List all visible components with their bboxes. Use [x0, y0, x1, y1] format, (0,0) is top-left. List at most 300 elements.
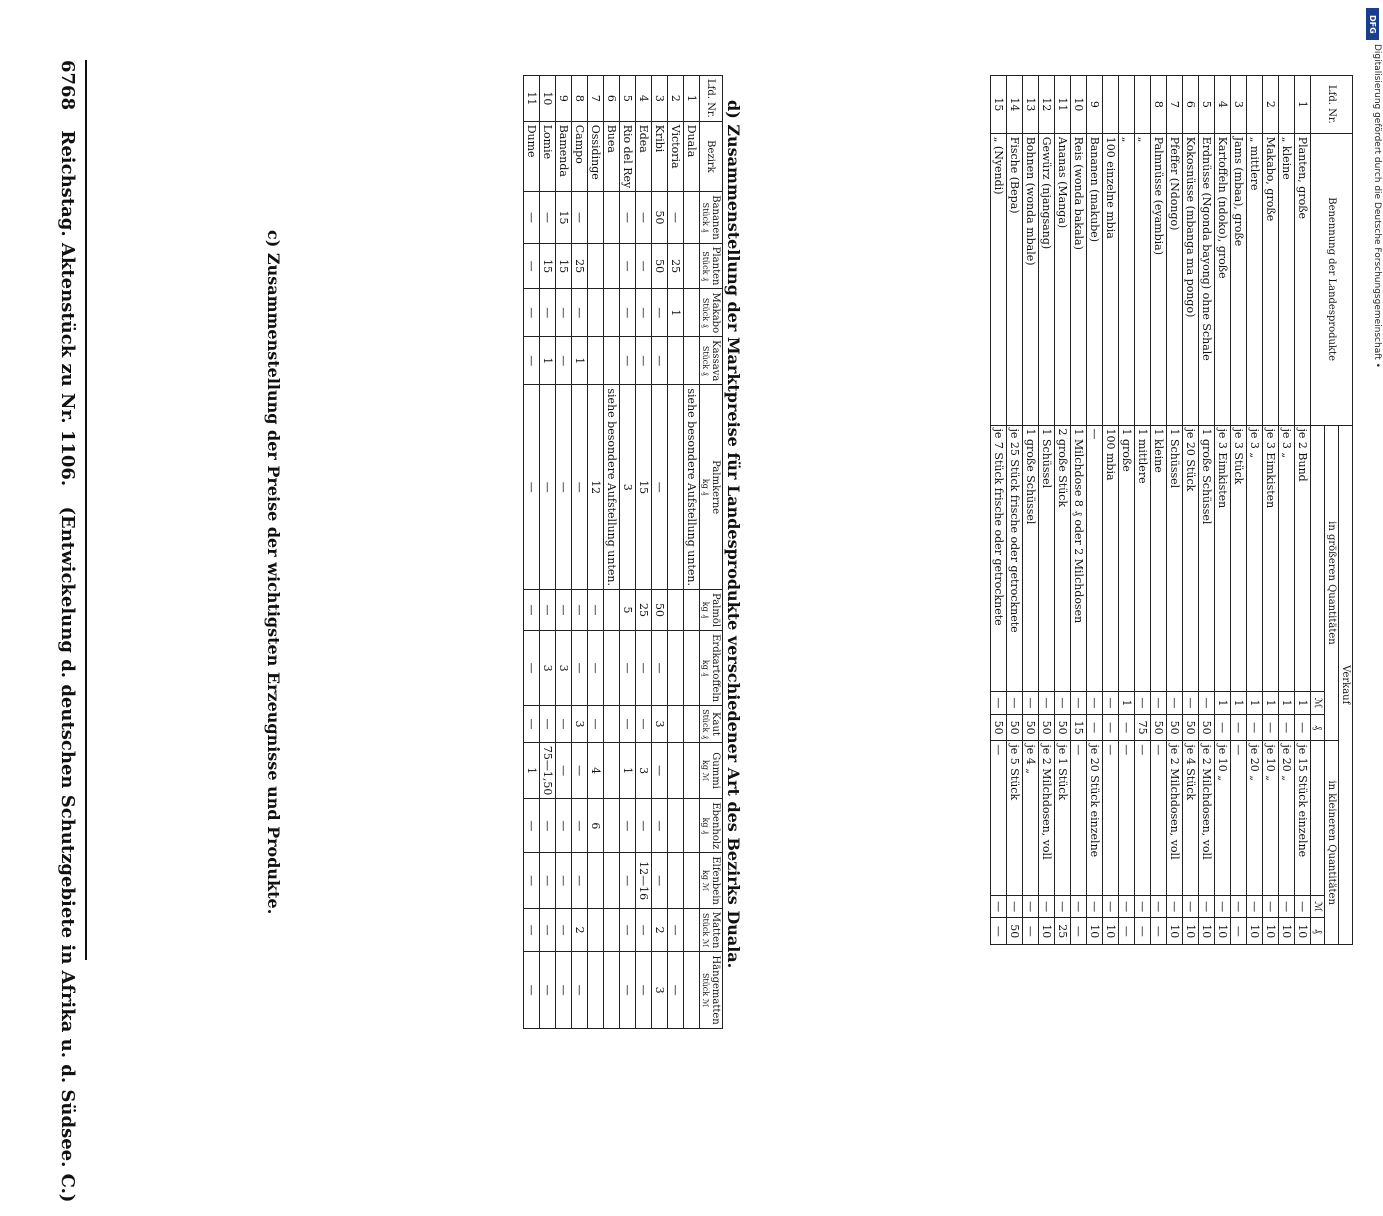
row-bezirk: Victoria [668, 121, 684, 192]
cell-g-qty: 100 mbia [1103, 425, 1119, 692]
cell-k-pf: — [1151, 918, 1167, 945]
table-cell: — [540, 589, 556, 630]
col-name: Palmkerne [710, 460, 721, 515]
cell-k-m: — [1039, 895, 1055, 918]
cell-g-pf: 50 [1151, 714, 1167, 741]
cell-g-qty: je 25 Stück frische oder getrocknete [1007, 425, 1023, 692]
table-cell: — [620, 337, 636, 385]
cell-name: Ananas (Manga) [1055, 133, 1071, 425]
cell-nr [1279, 76, 1295, 134]
table-cell: — [668, 952, 684, 1028]
cell-k-pf: 10 [1279, 918, 1295, 945]
table-cell [588, 289, 604, 337]
table-row [1263, 76, 1279, 945]
cell-k-qty: je 10 „ [1215, 741, 1231, 895]
table-cell [684, 799, 700, 853]
cell-k-qty: je 4 „ [1023, 741, 1039, 895]
col-verkauf: Verkauf [1339, 425, 1353, 945]
cell-k-pf: 10 [1215, 918, 1231, 945]
table-cell [588, 337, 604, 385]
table-row [1071, 76, 1087, 945]
row-number: 5 [620, 76, 636, 122]
row-bezirk: Bamenda [556, 121, 572, 192]
cell-g-m: — [991, 692, 1007, 715]
cell-name: Kokosnüsse (mbanga ma pongo) [1183, 133, 1199, 425]
table-cell: — [524, 631, 540, 706]
col-makabo [700, 289, 723, 337]
cell-nr: 9 [1087, 76, 1103, 134]
table-cell: 12 [588, 385, 604, 590]
table-cell: 6 [588, 799, 604, 853]
table-cell: — [636, 192, 652, 244]
col-lfd-nr-d: Lfd. Nr. [1311, 76, 1353, 134]
col-unit: kg ₰ [701, 817, 710, 835]
table-cell: — [556, 742, 572, 799]
col-unit: Stück ₰ [701, 345, 710, 376]
table-row [684, 76, 700, 1029]
table-row [1007, 76, 1023, 945]
row-bezirk: Duala [684, 121, 700, 192]
col-unit: kg ₰ [701, 659, 710, 677]
cell-g-qty: 1 große Schüssel [1199, 425, 1215, 692]
row-number: 4 [636, 76, 652, 122]
row-bezirk: Kribi [652, 121, 668, 192]
cell-k-qty: je 20 „ [1247, 741, 1263, 895]
table-cell [684, 952, 700, 1028]
table-cell [604, 799, 620, 853]
cell-name: 100 einzelne mbia [1103, 133, 1119, 425]
table-cell: — [652, 742, 668, 799]
dfg-logo-badge: DFG [1366, 8, 1379, 40]
cell-g-pf: — [1119, 714, 1135, 741]
row-number: 7 [588, 76, 604, 122]
table-row [1039, 76, 1055, 945]
cell-name: Erdnüsse (Ngonda bayong) ohne Schale [1199, 133, 1215, 425]
cell-k-qty: je 2 Milchdosen, voll [1039, 741, 1055, 895]
table-cell [668, 853, 684, 909]
cell-k-m: — [1183, 895, 1199, 918]
table-cell: — [540, 706, 556, 743]
cell-g-qty: 1 Schüssel [1039, 425, 1055, 692]
cell-k-pf: 50 [1007, 918, 1023, 945]
col-name: Kassava [710, 340, 721, 382]
table-cell: 1 [620, 742, 636, 799]
table-cell [604, 631, 620, 706]
cell-g-pf: 50 [1199, 714, 1215, 741]
table-cell: 3 [540, 631, 556, 706]
col-ebenholz [700, 799, 723, 853]
col-kassava [700, 337, 723, 385]
table-cell: — [652, 289, 668, 337]
table-row [540, 76, 556, 1029]
table-row [524, 76, 540, 1029]
table-row [1167, 76, 1183, 945]
table-cell: — [556, 337, 572, 385]
table-cell: 15 [540, 243, 556, 289]
col-name: Bananen [710, 195, 721, 240]
table-cell: — [636, 706, 652, 743]
table-cell [668, 742, 684, 799]
table-row [1135, 76, 1151, 945]
table-cell: 15 [556, 243, 572, 289]
cell-name: Planten, große [1295, 133, 1311, 425]
row-number: 3 [652, 76, 668, 122]
cell-k-pf: 10 [1167, 918, 1183, 945]
table-row [1295, 76, 1311, 945]
cell-nr: 5 [1199, 76, 1215, 134]
cell-k-m: — [1007, 895, 1023, 918]
row-number: 1 [684, 76, 700, 122]
cell-nr: 2 [1263, 76, 1279, 134]
table-cell [604, 742, 620, 799]
row-bezirk: Lomie [540, 121, 556, 192]
cell-g-m: — [1183, 692, 1199, 715]
cell-name: „ kleine [1279, 133, 1295, 425]
cell-g-qty: — [1087, 425, 1103, 692]
row-bezirk: Ossidinge [588, 121, 604, 192]
cell-k-qty: je 20 „ [1279, 741, 1295, 895]
cell-k-pf: 10 [1199, 918, 1215, 945]
cell-g-qty: 1 Schüssel [1167, 425, 1183, 692]
cell-nr [1103, 76, 1119, 134]
col-name: Kaut [710, 712, 721, 736]
table-row [636, 76, 652, 1029]
cell-nr: 3 [1231, 76, 1247, 134]
cell-g-pf: 50 [1023, 714, 1039, 741]
cell-g-qty: je 20 Stück [1183, 425, 1199, 692]
table-cell: 3 [572, 706, 588, 743]
cell-k-pf: 10 [1183, 918, 1199, 945]
col-hängematten [700, 952, 723, 1028]
cell-g-m: 1 [1263, 692, 1279, 715]
cell-name: Kartoffeln (ndoko), große [1215, 133, 1231, 425]
table-cell [604, 337, 620, 385]
col-name: Palmöl [710, 592, 721, 628]
table-cell: — [636, 243, 652, 289]
cell-g-pf: — [1215, 714, 1231, 741]
table-cell: — [620, 631, 636, 706]
col-name: Planten [710, 246, 721, 286]
table-cell: — [540, 908, 556, 952]
table-cell: — [620, 853, 636, 909]
cell-k-pf: 10 [1087, 918, 1103, 945]
cell-g-qty: 1 große Schüssel [1023, 425, 1039, 692]
table-cell [588, 243, 604, 289]
table-row [1103, 76, 1119, 945]
cell-g-qty: 1 kleine [1151, 425, 1167, 692]
cell-nr [1119, 76, 1135, 134]
table-cell: — [556, 908, 572, 952]
cell-k-pf: — [991, 918, 1007, 945]
table-cell: 50 [652, 192, 668, 244]
table-cell: — [572, 589, 588, 630]
cell-k-m: — [1247, 895, 1263, 918]
cell-nr: 10 [1071, 76, 1087, 134]
table-cell: — [572, 742, 588, 799]
table-cell: — [556, 853, 572, 909]
table-cell: 15 [556, 192, 572, 244]
cell-k-qty: je 5 Stück [1007, 741, 1023, 895]
cell-g-m: — [1135, 692, 1151, 715]
table-cell: — [524, 908, 540, 952]
col-mark-g: ℳ [1311, 692, 1325, 715]
table-cell: 1 [668, 289, 684, 337]
row-bezirk: Campo [572, 121, 588, 192]
table-cell: — [620, 243, 636, 289]
table-row [572, 76, 588, 1029]
table-row [1087, 76, 1103, 945]
table-row [1231, 76, 1247, 945]
cell-g-pf: 75 [1135, 714, 1151, 741]
table-cell: — [556, 589, 572, 630]
cell-g-m: — [1199, 692, 1215, 715]
table-cell: — [524, 589, 540, 630]
col-lfd-nr: Lfd. Nr. [700, 76, 723, 122]
cell-k-m: — [1199, 895, 1215, 918]
cell-g-m: — [1151, 692, 1167, 715]
table-cell: — [652, 385, 668, 590]
cell-g-pf: 50 [1039, 714, 1055, 741]
cell-nr: 1 [1295, 76, 1311, 134]
table-cell [684, 289, 700, 337]
cell-g-pf: — [1231, 714, 1247, 741]
cell-g-pf: — [1279, 714, 1295, 741]
table-cell [684, 192, 700, 244]
cell-g-pf: — [1295, 714, 1311, 741]
table-cell [604, 908, 620, 952]
col-qty-k [1311, 741, 1325, 895]
cell-k-m: — [1055, 895, 1071, 918]
table-cell: — [540, 853, 556, 909]
row-bezirk: Rio del Rey [620, 121, 636, 192]
table-cell: — [620, 192, 636, 244]
table-cell: 1 [540, 337, 556, 385]
row-number: 8 [572, 76, 588, 122]
table-cell [604, 952, 620, 1028]
table-cell: 3 [636, 742, 652, 799]
cell-name: „ mittlere [1247, 133, 1263, 425]
table-cell [684, 908, 700, 952]
col-unit: kg ℳ [701, 760, 710, 782]
table-row [1279, 76, 1295, 945]
page-header [48, 60, 78, 1203]
cell-nr: 12 [1039, 76, 1055, 134]
cell-nr: 8 [1151, 76, 1167, 134]
cell-k-m: — [1023, 895, 1039, 918]
table-cell: — [636, 799, 652, 853]
cell-g-m: — [1055, 692, 1071, 715]
cell-g-m: 1 [1215, 692, 1231, 715]
table-cell: — [524, 952, 540, 1028]
cell-k-qty: — [1231, 741, 1247, 895]
header-right: (Entwickelung d. deutschen Schutzgebiete in Afrika u. d. Südsee. C.) [57, 506, 78, 1203]
table-cell: — [620, 289, 636, 337]
table-cell [604, 192, 620, 244]
col-gummi [700, 742, 723, 799]
table-cell: — [588, 589, 604, 630]
cell-g-m: — [1167, 692, 1183, 715]
cell-g-m: 1 [1247, 692, 1263, 715]
cell-g-pf: 50 [1167, 714, 1183, 741]
cell-k-pf: 10 [1103, 918, 1119, 945]
cell-k-qty: — [1071, 741, 1087, 895]
cell-k-m: — [1135, 895, 1151, 918]
table-row [604, 76, 620, 1029]
table-cell [668, 337, 684, 385]
cell-g-pf: 50 [1007, 714, 1023, 741]
cell-nr [1135, 76, 1151, 134]
col-kaut [700, 706, 723, 743]
cell-nr: 11 [1055, 76, 1071, 134]
table-cell: 75—1,50 [540, 742, 556, 799]
table-cell: — [636, 289, 652, 337]
table-cell: 50 [652, 243, 668, 289]
table-cell [668, 706, 684, 743]
table-cell: — [572, 385, 588, 590]
cell-name: Pfeffer (Ndongo) [1167, 133, 1183, 425]
cell-g-qty: je 3 „ [1279, 425, 1295, 692]
cell-g-pf: 15 [1071, 714, 1087, 741]
row-bezirk: Dume [524, 121, 540, 192]
table-cell: 3 [652, 952, 668, 1028]
table-cell: 15 [636, 385, 652, 590]
cell-g-qty: je 2 Bund [1295, 425, 1311, 692]
cell-name: Fische (Bepa) [1007, 133, 1023, 425]
cell-g-m: — [1103, 692, 1119, 715]
table-row [620, 76, 636, 1029]
table-cell: 4 [588, 742, 604, 799]
table-row [1199, 76, 1215, 945]
cell-name: „ [1119, 133, 1135, 425]
table-cell: — [556, 952, 572, 1028]
cell-name: Palmnüsse (eyambia) [1151, 133, 1167, 425]
row-bezirk: Buea [604, 121, 620, 192]
cell-name: Bohnen (wonda mbale) [1023, 133, 1039, 425]
col-bezirk: Bezirk [700, 121, 723, 192]
cell-g-qty: 1 mittlere [1135, 425, 1151, 692]
cell-k-m: — [1215, 895, 1231, 918]
col-palmkerne [700, 385, 723, 590]
col-palmöl [700, 589, 723, 630]
col-benennung: Benennung der Landesprodukte [1311, 133, 1353, 425]
cell-nr: 6 [1183, 76, 1199, 134]
col-erdkartoffeln [700, 631, 723, 706]
cell-k-m: — [1151, 895, 1167, 918]
cell-k-pf: — [1023, 918, 1039, 945]
col-name: Hängematten [710, 955, 721, 1025]
col-mark-k: ℳ [1311, 895, 1325, 918]
col-pf-g: ₰ [1311, 714, 1325, 741]
table-cell: — [540, 385, 556, 590]
row-number: 2 [668, 76, 684, 122]
table-cell: 50 [652, 589, 668, 630]
table-cell: — [556, 385, 572, 590]
col-unit: Stück ℳ [701, 972, 710, 1008]
cell-k-qty: je 2 Milchdosen, voll [1167, 741, 1183, 895]
cell-g-pf: — [1263, 714, 1279, 741]
cell-name: Makabo, große [1263, 133, 1279, 425]
table-cell: — [524, 337, 540, 385]
cell-g-qty: je 3 „ [1247, 425, 1263, 692]
table-cell: — [636, 908, 652, 952]
table-cell: — [620, 706, 636, 743]
cell-k-pf: 25 [1055, 918, 1071, 945]
col-unit: Stück ₰ [701, 251, 710, 281]
table-cell: 2 [572, 908, 588, 952]
table-cell: — [652, 799, 668, 853]
table-cell: — [572, 799, 588, 853]
table-row [1119, 76, 1135, 945]
table-cell: — [524, 799, 540, 853]
cell-g-qty: 1 Milchdose 8 ₰ oder 2 Milchdosen [1071, 425, 1087, 692]
col-name: Elfenbein [710, 856, 721, 905]
col-qty-g [1311, 425, 1325, 692]
cell-g-m: — [1071, 692, 1087, 715]
table-cell: — [572, 289, 588, 337]
table-c-title: c) Zusammenstellung der Preise der wichtigsten Erzeugnisse und Produkte. [264, 230, 283, 915]
table-cell [604, 589, 620, 630]
col-matten [700, 908, 723, 952]
table-cell: — [588, 631, 604, 706]
table-cell [668, 631, 684, 706]
col-groessere: in größeren Quantitäten [1325, 425, 1339, 741]
cell-g-m: — [1087, 692, 1103, 715]
cell-k-m: — [1071, 895, 1087, 918]
table-cell: 3 [620, 385, 636, 590]
table-cell: — [620, 952, 636, 1028]
table-cell: — [668, 908, 684, 952]
table-cell [604, 706, 620, 743]
cell-k-m: — [1231, 895, 1247, 918]
col-pf-k: ₰ [1311, 918, 1325, 945]
table-cell: — [572, 853, 588, 909]
table-cell [668, 385, 684, 590]
cell-g-qty: je 3 Stück [1231, 425, 1247, 692]
table-row [1247, 76, 1263, 945]
table-cell [588, 908, 604, 952]
digitization-credit: Digitalisierung gefördert durch die Deutsche Forschungsgemeinschaft • [1372, 44, 1382, 368]
table-row [588, 76, 604, 1029]
cell-g-qty: je 7 Stück frische oder getrocknete [991, 425, 1007, 692]
table-cell: 3 [652, 706, 668, 743]
col-planten [700, 243, 723, 289]
table-cell: — [572, 192, 588, 244]
row-bezirk: Edea [636, 121, 652, 192]
table-cell: — [556, 799, 572, 853]
page-number: 6768 [57, 60, 78, 111]
table-cell: — [524, 853, 540, 909]
cell-k-pf: — [1119, 918, 1135, 945]
row-number: 9 [556, 76, 572, 122]
cell-name: Jams (mbaa), große [1231, 133, 1247, 425]
table-cell [684, 742, 700, 799]
table-cell [668, 799, 684, 853]
col-unit: Stück ₰ [701, 297, 710, 328]
cell-g-m: — [1023, 692, 1039, 715]
table-cell: — [556, 289, 572, 337]
cell-k-qty: — [1119, 741, 1135, 895]
cell-name: Reis (wonda bakala) [1071, 133, 1087, 425]
cell-nr [1247, 76, 1263, 134]
cell-k-m: — [991, 895, 1007, 918]
table-row [1023, 76, 1039, 945]
cell-nr: 4 [1215, 76, 1231, 134]
table-cell [684, 337, 700, 385]
cell-k-qty: je 1 Stück [1055, 741, 1071, 895]
header-left: Reichstag. Aktenstück zu Nr. 1106. [57, 130, 78, 487]
col-name: Matten [710, 911, 721, 949]
table-d [990, 75, 1353, 945]
